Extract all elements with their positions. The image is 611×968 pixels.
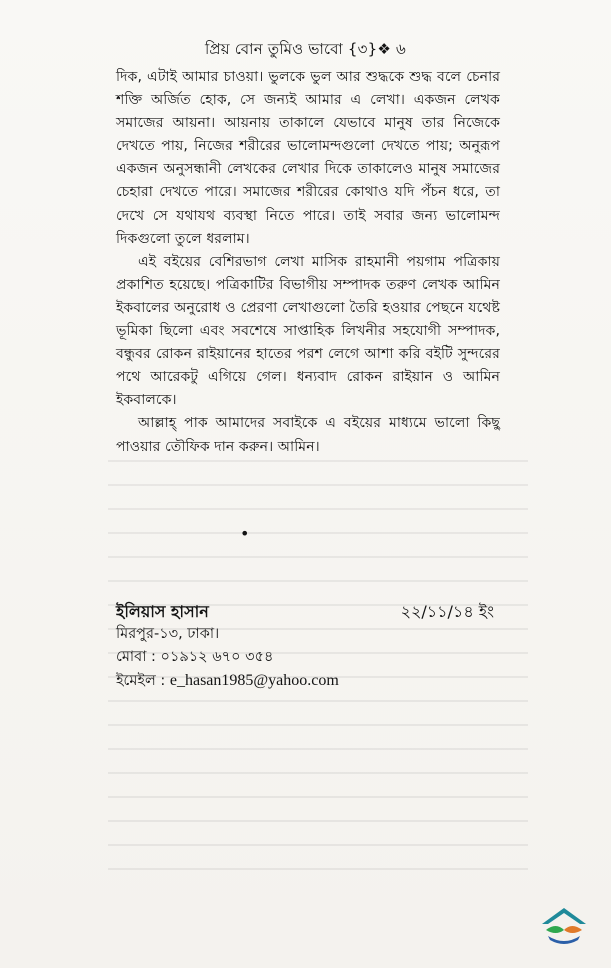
page-header: প্রিয় বোন তুমিও ভাবো {৩}❖ ৬: [205, 40, 406, 58]
logo-orange-leaf: [564, 926, 582, 933]
author-mobile: মোবা : ০১৯১২ ৬৭০ ৩৫৪: [116, 649, 274, 665]
publisher-logo-icon: [538, 906, 590, 946]
author-name: ইলিয়াস হাসান: [116, 602, 209, 621]
signature-block: [116, 600, 500, 693]
paragraph-1: দিক, এটাই আমার চাওয়া। ভুলকে ভুল আর শুদ্ধকে শুদ্ধ বলে চেনার শক্তি অর্জিত হোক, সে জন্যই আমার এ লেখা। একজন লেখক সমাজের আয়না। আয়নায় তাকালে যেভাবে মানুষ তার নিজেকে দেখতে পায়, নিজের শরীরের ভালোমন্দগুলো দেখতে পায়; অনুরূপ একজন অনুসন্ধানী লেখকের লেখার দিকে তাকালেও মানুষ সমাজের চেহারা দেখতে পারে। সমাজের শরীরের কোথাও যদি পঁচন ধরে, তা দেখে সে যথাযথ ব্যবস্থা নিতে পারে। তাই সবার জন্য ভালোমন্দ দিকগুলো তুলে ধরলাম।: [116, 69, 500, 247]
paragraph-3: আল্লাহ্ পাক আমাদের সবাইকে এ বইয়ের মাধ্যমে ভালো কিছু পাওয়ার তৌফিক দান করুন। আমিন।: [116, 415, 500, 455]
email-value: e_hasan1985@yahoo.com: [169, 672, 339, 689]
email-label: ইমেইল :: [116, 673, 170, 689]
author-address: মিরপুর-১৩, ঢাকা।: [116, 626, 220, 642]
section-divider: •: [240, 524, 250, 543]
paragraph-2: এই বইয়ের বেশিরভাগ লেখা মাসিক রাহমানী পয়গাম পত্রিকায় প্রকাশিত হয়েছে। পত্রিকাটির বিভাগীয় সম্পাদক তরুণ লেখক আমিন ইকবালের অনুরোধ ও প্রেরণা লেখাগুলো তৈরি হওয়ার পেছনে যথেষ্ট ভূমিকা ছিলো এবং সবশেষে সাপ্তাহিক লিখনীর সহযোগী সম্পাদক, বন্ধুবর রোকন রাইয়ানের হাতের পরশ লেগে আশা করি বইটি সুন্দরের পথে আরেকটু এগিয়ে গেল। ধন্যবাদ রোকন রাইয়ান ও আমিন ইকবালকে।: [116, 253, 500, 409]
signature-date: ২২/১১/১৪ ইং: [400, 602, 494, 621]
logo-teal-roof: [542, 908, 586, 924]
body-text: [116, 66, 500, 459]
logo-green-leaf: [546, 926, 564, 933]
logo-blue-base: [548, 936, 580, 944]
signature-row: [116, 600, 500, 623]
author-email: [116, 669, 500, 693]
